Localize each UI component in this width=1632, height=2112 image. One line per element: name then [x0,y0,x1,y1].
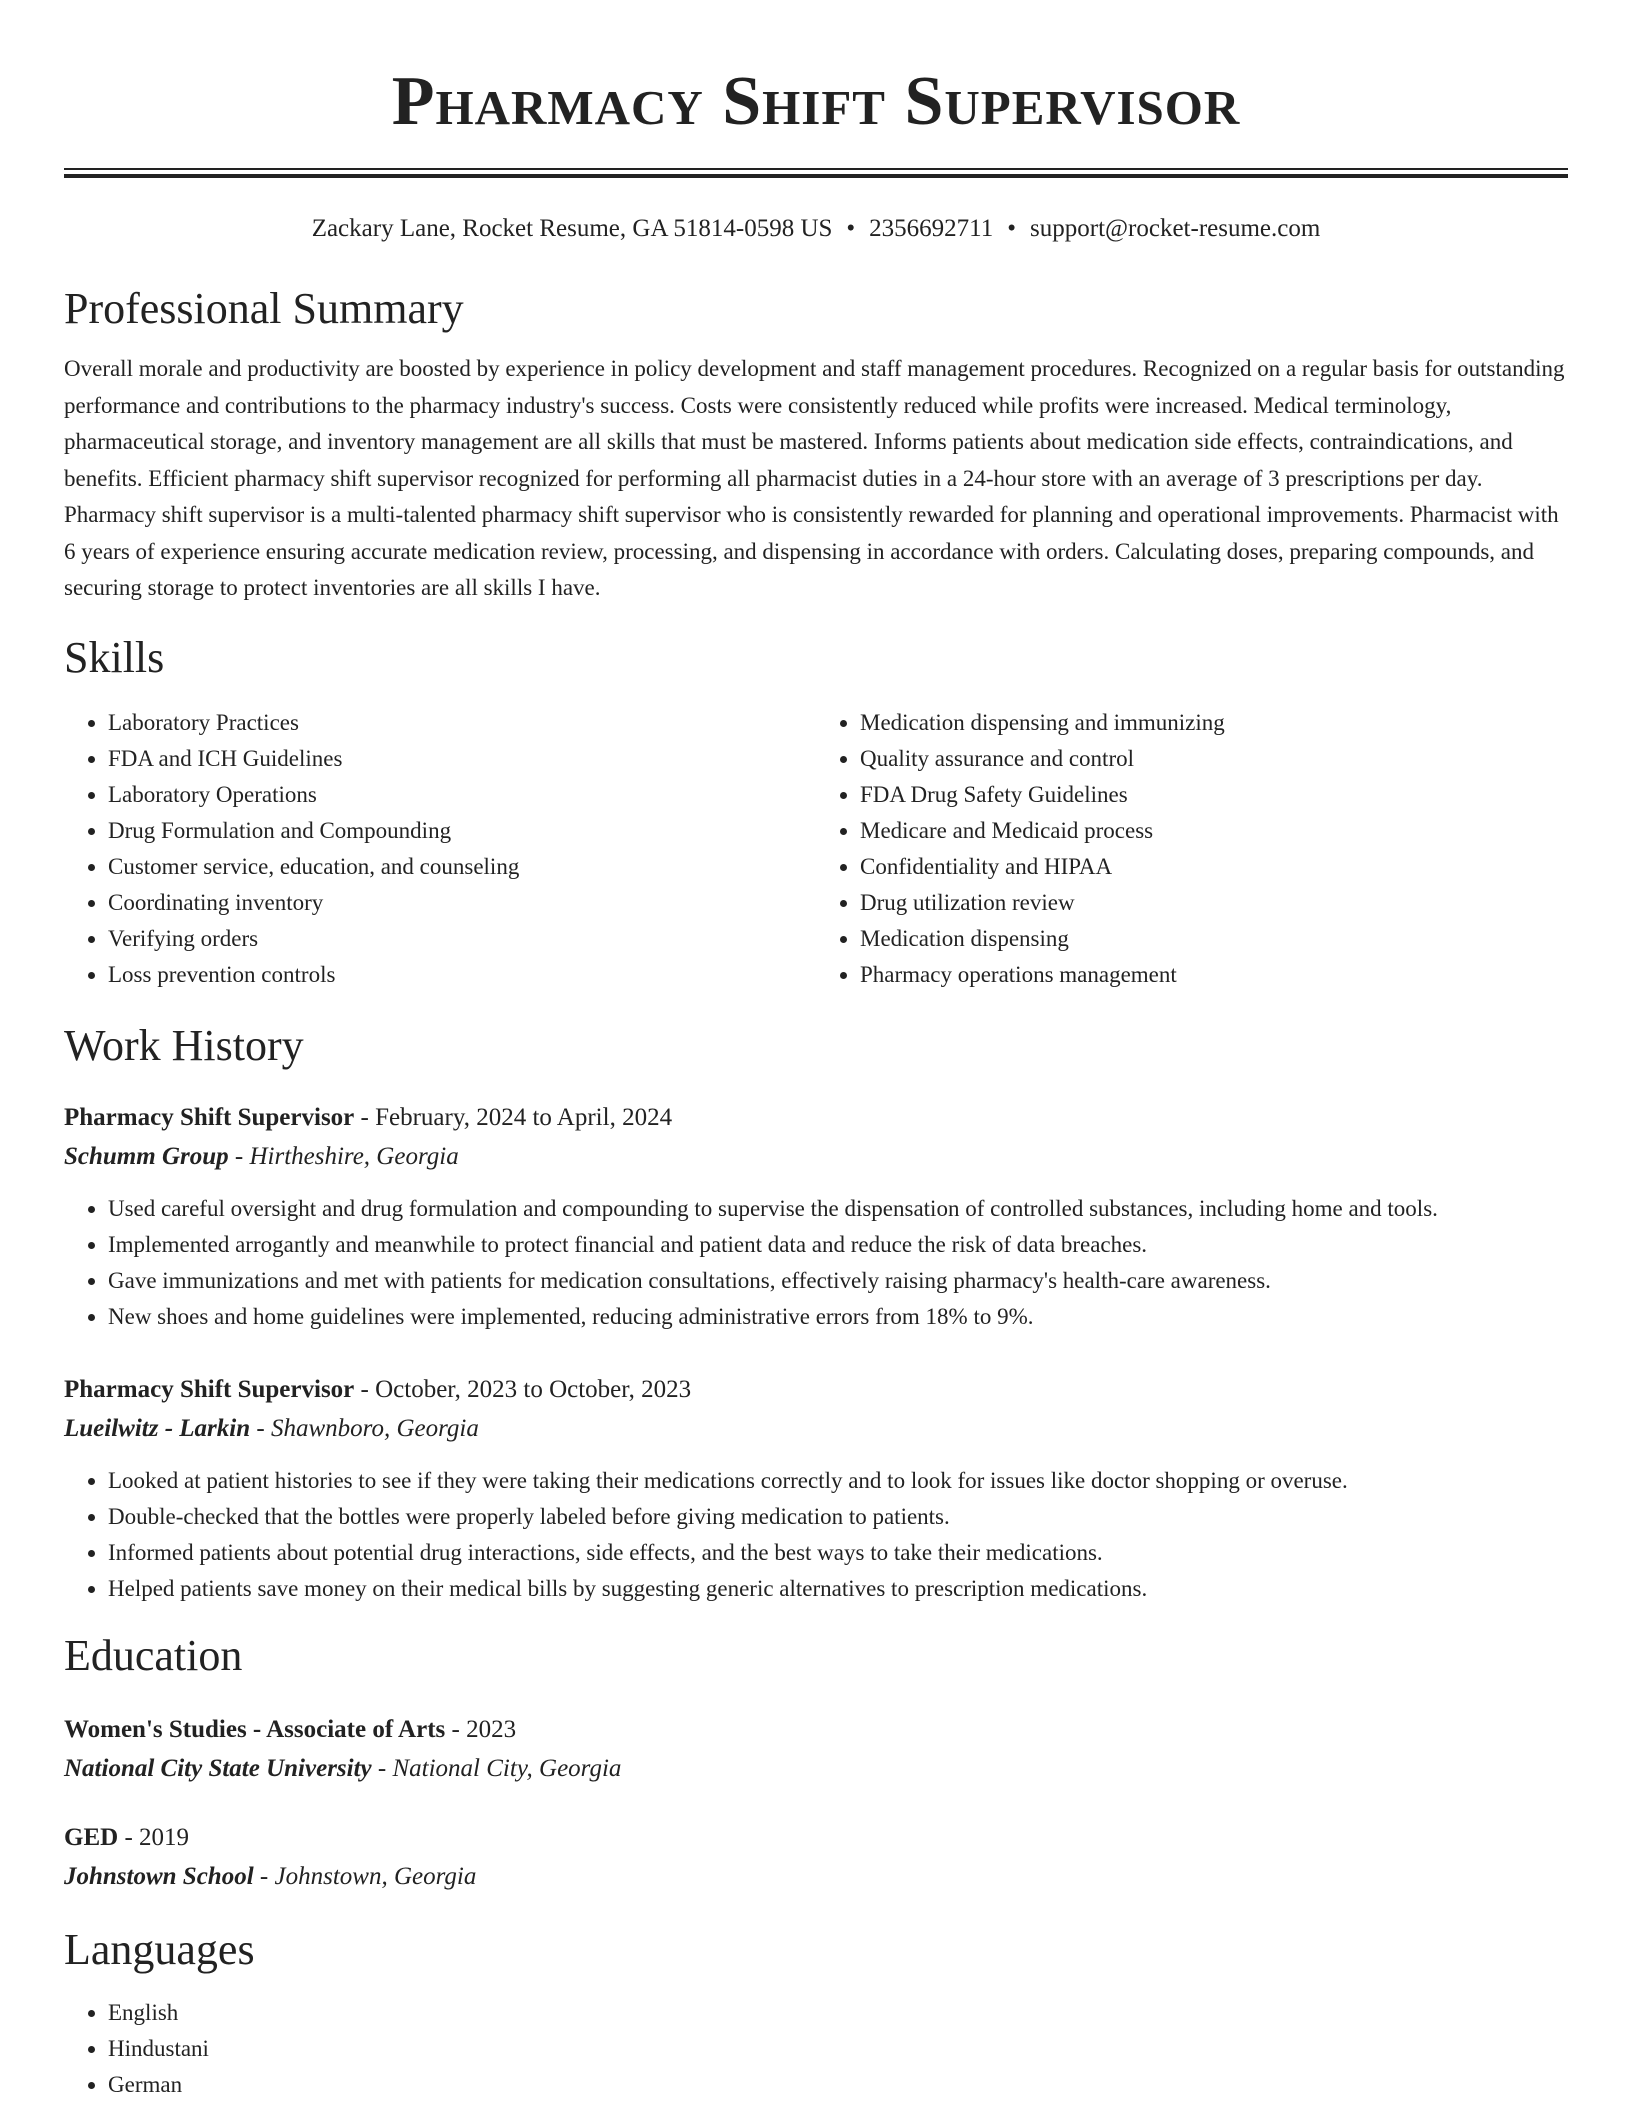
skill-item: • Medication dispensing [860,921,1568,957]
education-school-line: Johnstown School - Johnstown, Georgia [64,1862,477,1890]
education-school-line: National City State University - National City, Georgia [64,1754,622,1782]
skill-item: • Verifying orders [108,921,816,957]
skill-item: • FDA Drug Safety Guidelines [860,777,1568,813]
skill-item: • Drug utilization review [860,885,1568,921]
job-bullet: • Implemented arrogantly and meanwhile to protect financial and patient data and reduce the risk of data breaches. [108,1227,1568,1263]
job-company-line: Lueilwitz - Larkin - Shawnboro, Georgia [64,1414,479,1442]
job-bullet: • Gave immunizations and met with patients for medication consultations, effectively raising pharmacy's health-care awareness. [108,1263,1568,1299]
header-divider [64,168,1568,178]
skill-item: • Quality assurance and control [860,741,1568,777]
section-title-education: Education [64,1630,243,1680]
job-bullet: • New shoes and home guidelines were implemented, reducing administrative errors from 18% to 9%. [108,1299,1568,1335]
skill-item: • Pharmacy operations management [860,957,1568,993]
education-school: National City State University [64,1754,372,1782]
job-bullets [64,1463,1568,1607]
job-heading: Pharmacy Shift Supervisor - October, 2023 to October, 2023 [64,1375,692,1403]
contact-separator: • [846,215,856,242]
skill-item: • Confidentiality and HIPAA [860,849,1568,885]
skill-item: • FDA and ICH Guidelines [108,741,816,777]
skills-list-left [64,705,816,993]
contact-phone: 2356692711 [869,215,994,242]
education-school: Johnstown School [64,1862,254,1890]
education-year: 2019 [139,1823,190,1851]
section-title-summary: Professional Summary [64,284,464,333]
skill-item: • Loss prevention controls [108,957,816,993]
education-location: Johnstown, Georgia [274,1862,477,1890]
skill-item: • Medication dispensing and immunizing [860,705,1568,741]
education-entry [64,1711,1568,1789]
contact-line [64,212,1568,246]
education-year: 2023 [466,1715,517,1743]
job-bullet: • Looked at patient histories to see if they were taking their medications correctly and to look for issues like doctor shopping or overuse. [108,1463,1568,1499]
language-item: • German [108,2067,1568,2103]
job-dates: February, 2024 to April, 2024 [375,1103,673,1131]
skills-list-right [816,705,1568,993]
education-heading: GED - 2019 [64,1823,190,1851]
contact-email: support@rocket-resume.com [1030,215,1321,242]
job-heading: Pharmacy Shift Supervisor - February, 2024 to April, 2024 [64,1103,673,1131]
job-company: Lueilwitz - Larkin [64,1414,251,1442]
job-role: Pharmacy Shift Supervisor [64,1103,355,1131]
education-entry [64,1819,1568,1897]
skill-item: • Laboratory Operations [108,777,816,813]
language-item: • English [108,1995,1568,2031]
skill-item: • Medicare and Medicaid process [860,813,1568,849]
section-title-languages: Languages [64,1924,255,1974]
contact-address: Zackary Lane, Rocket Resume, GA 51814-0598 US [311,215,833,242]
job-bullet: • Helped patients save money on their medical bills by suggesting generic alternatives to prescription medications. [108,1571,1568,1607]
education-location: National City, Georgia [392,1754,622,1782]
job-bullets [64,1191,1568,1335]
education-heading: Women's Studies - Associate of Arts - 2023 [64,1715,517,1743]
contact-separator: • [1007,215,1017,242]
job-bullet: • Informed patients about potential drug interactions, side effects, and the best ways to take their medications. [108,1535,1568,1571]
skill-item: • Laboratory Practices [108,705,816,741]
resume-name: Pharmacy Shift Supervisor [391,63,1241,140]
education-degree: GED [64,1823,119,1851]
job-location: Shawnboro, Georgia [270,1414,479,1442]
job-dates: October, 2023 to October, 2023 [375,1375,692,1403]
skill-item: • Coordinating inventory [108,885,816,921]
languages-list [64,1995,1568,2103]
job-company-line: Schumm Group - Hirtheshire, Georgia [64,1142,459,1170]
section-title-skills: Skills [64,632,165,682]
job-location: Hirtheshire, Georgia [249,1142,459,1170]
skills-columns [64,705,1568,993]
job-company: Schumm Group [64,1142,229,1170]
summary-text: Overall morale and productivity are boosted by experience in policy development and staff management procedures. Recognized on a regular basis for outstanding performance and contributions to the pharmacy industry's success. Costs were consistently reduced while profits were increased. Medical terminology, pharmaceutical storage, and inventory management are all skills that must be mastered. Informs patients about medication side effects, contraindications, and benefits. Efficient pharmacy shift supervisor recognized for performing all pharmacist duties in a 24-hour store with an average of 3 prescriptions per day. Pharmacy shift supervisor is a multi-talented pharmacy shift supervisor who is consistently rewarded for planning and operational improvements. Pharmacist with 6 years of experience ensuring accurate medication review, processing, and dispensing in accordance with orders. Calculating doses, preparing compounds, and securing storage to protect inventories are all skills I have. [64,356,1565,600]
job-bullet: • Double-checked that the bottles were properly labeled before giving medication to patients. [108,1499,1568,1535]
section-title-work-history: Work History [64,1020,304,1070]
job-role: Pharmacy Shift Supervisor [64,1375,355,1403]
skill-item: • Customer service, education, and counseling [108,849,816,885]
skill-item: • Drug Formulation and Compounding [108,813,816,849]
education-degree: Women's Studies - Associate of Arts [64,1715,446,1743]
job-bullet: • Used careful oversight and drug formulation and compounding to supervise the dispensation of controlled substances, including home and tools. [108,1191,1568,1227]
job-entry [64,1371,1568,1607]
language-item: • Hindustani [108,2031,1568,2067]
job-entry [64,1099,1568,1335]
